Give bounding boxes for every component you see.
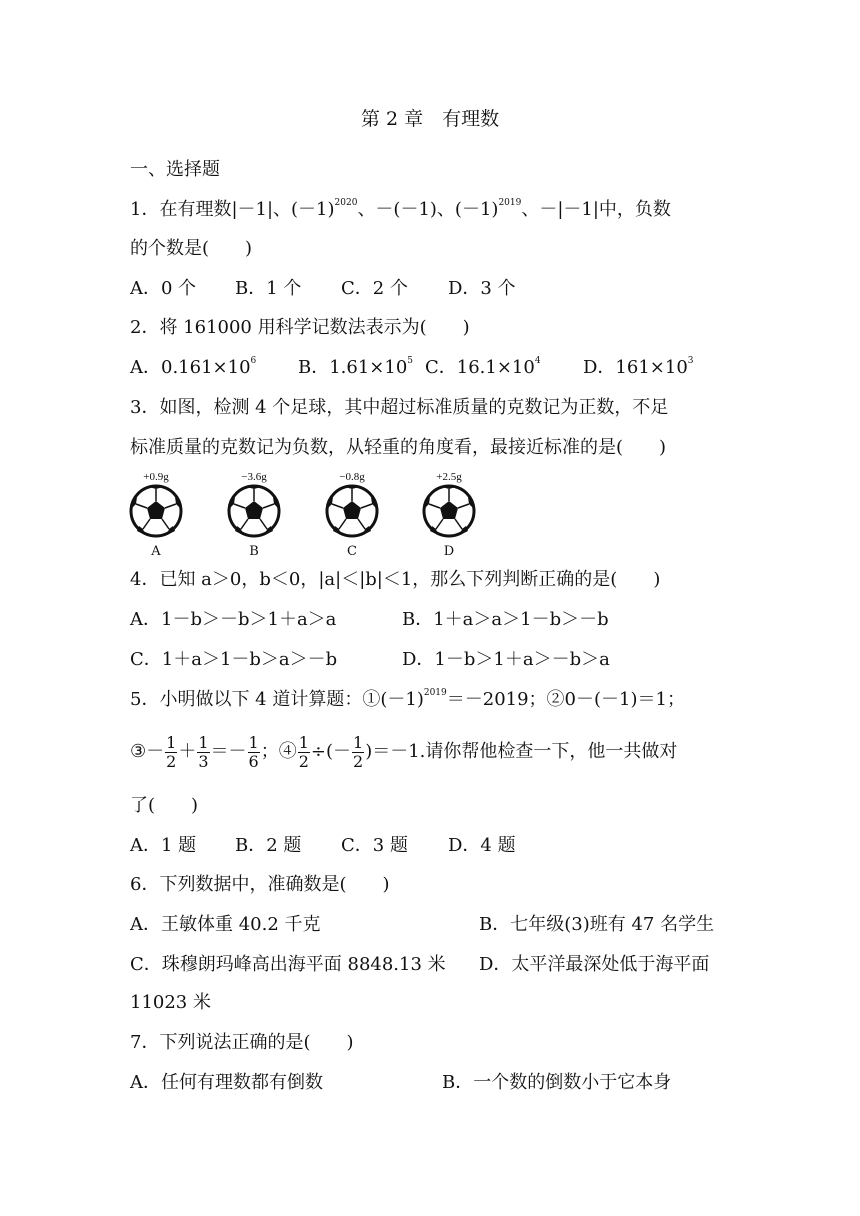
page-title: 第 2 章 有理数 [360,108,500,130]
option-d: D．4 题 [448,835,516,856]
ball-weight: −3.6g [241,471,267,483]
ball-weight: −0.8g [339,471,365,483]
question-6-option-d-continued: 11023 米 [130,992,211,1013]
option-b: B．七年级(3)班有 47 名学生 [479,914,715,935]
question-1: 1．在有理数|－1|、$(-1)^{2020}$、－(－1)、$(-1)^{2019}$、－|－1|中，负数 [130,198,671,220]
option-a: A．任何有理数都有倒数 [130,1072,323,1093]
option-b: B．1＋a＞a＞1－b＞－b [402,609,609,630]
ball-label: B [249,544,259,559]
option-a: A．$0.161\times 10^6$ [130,356,257,378]
ball-a [128,470,184,559]
option-c: C．2 个 [341,278,408,299]
option-a: A．1－b＞－b＞1＋a＞a [130,609,337,630]
option-c: C．$16.1\times 10^4$ [425,356,541,378]
option-c: C．3 题 [341,835,408,856]
option-b: B．2 题 [235,835,302,856]
question-6: 6．下列数据中，准确数是( ) [130,874,390,895]
soccer-ball-icon [227,484,281,538]
question-1-continued: 的个数是( ) [130,238,253,259]
option-b: B．$1.61\times 10^5$ [298,356,414,378]
option-d: D．太平洋最深处低于海平面 [479,954,710,975]
option-d: D．$161\times 10^3$ [583,356,694,378]
ball-weight: +0.9g [143,471,169,483]
question-4: 4．已知 a＞0，b＜0，|a|＜|b|＜1，那么下列判断正确的是( ) [130,569,661,590]
option-c: C．1＋a＞1－b＞a＞－b [130,649,338,670]
soccer-ball-icon [422,484,476,538]
question-5-continued: 了( ) [130,795,199,816]
fraction: $\frac{1}{3}$ [198,732,209,771]
soccer-balls-figure [128,470,488,559]
option-b: B．一个数的倒数小于它本身 [442,1072,672,1093]
fraction: $\frac{1}{2}$ [298,732,309,771]
question-2: 2．将 161000 用科学记数法表示为( ) [130,317,470,338]
ball-b [226,470,282,559]
fraction: $\frac{1}{6}$ [248,732,259,771]
option-c: C．珠穆朗玛峰高出海平面 8848.13 米 [130,954,446,975]
question-3-line1: 3．如图，检测 4 个足球，其中超过标准质量的克数记为正数，不足 [130,397,669,418]
question-3-line2: 标准质量的克数记为负数，从轻重的角度看，最接近标准的是( ) [130,437,667,458]
ball-weight: +2.5g [436,471,462,483]
option-d: D．3 个 [448,278,516,299]
soccer-ball-icon [325,484,379,538]
question-5: 5．小明做以下 4 道计算题：$①(-1)^{2019}=-2019$；②0－(－1)＝1； [130,688,685,710]
fraction: $\frac{1}{2}$ [353,732,364,771]
ball-label: A [151,544,161,559]
ball-c [324,470,380,559]
option-a: A．王敏体重 40.2 千克 [130,914,321,935]
ball-d [421,470,477,559]
question-7: 7．下列说法正确的是( ) [130,1032,354,1053]
option-a: A．0 个 [130,278,197,299]
ball-label: C [347,544,357,559]
option-b: B．1 个 [235,278,302,299]
option-d: D．1－b＞1＋a＞－b＞a [402,649,610,670]
fraction: $\frac{1}{2}$ [166,732,177,771]
question-5-expressions: ③－ $\frac{1}{2}$ ＋ $\frac{1}{3}$ ＝－ $\frac{1}{6}$ ；④ $\frac{1}{2}$ ÷(－ $\frac{1}{2}$ )＝－1.请你帮他检查一下，他一共做对 [130,732,678,771]
soccer-ball-icon [129,484,183,538]
ball-label: D [443,544,455,559]
option-a: A．1 题 [130,835,197,856]
section-heading: 一、选择题 [130,159,220,180]
